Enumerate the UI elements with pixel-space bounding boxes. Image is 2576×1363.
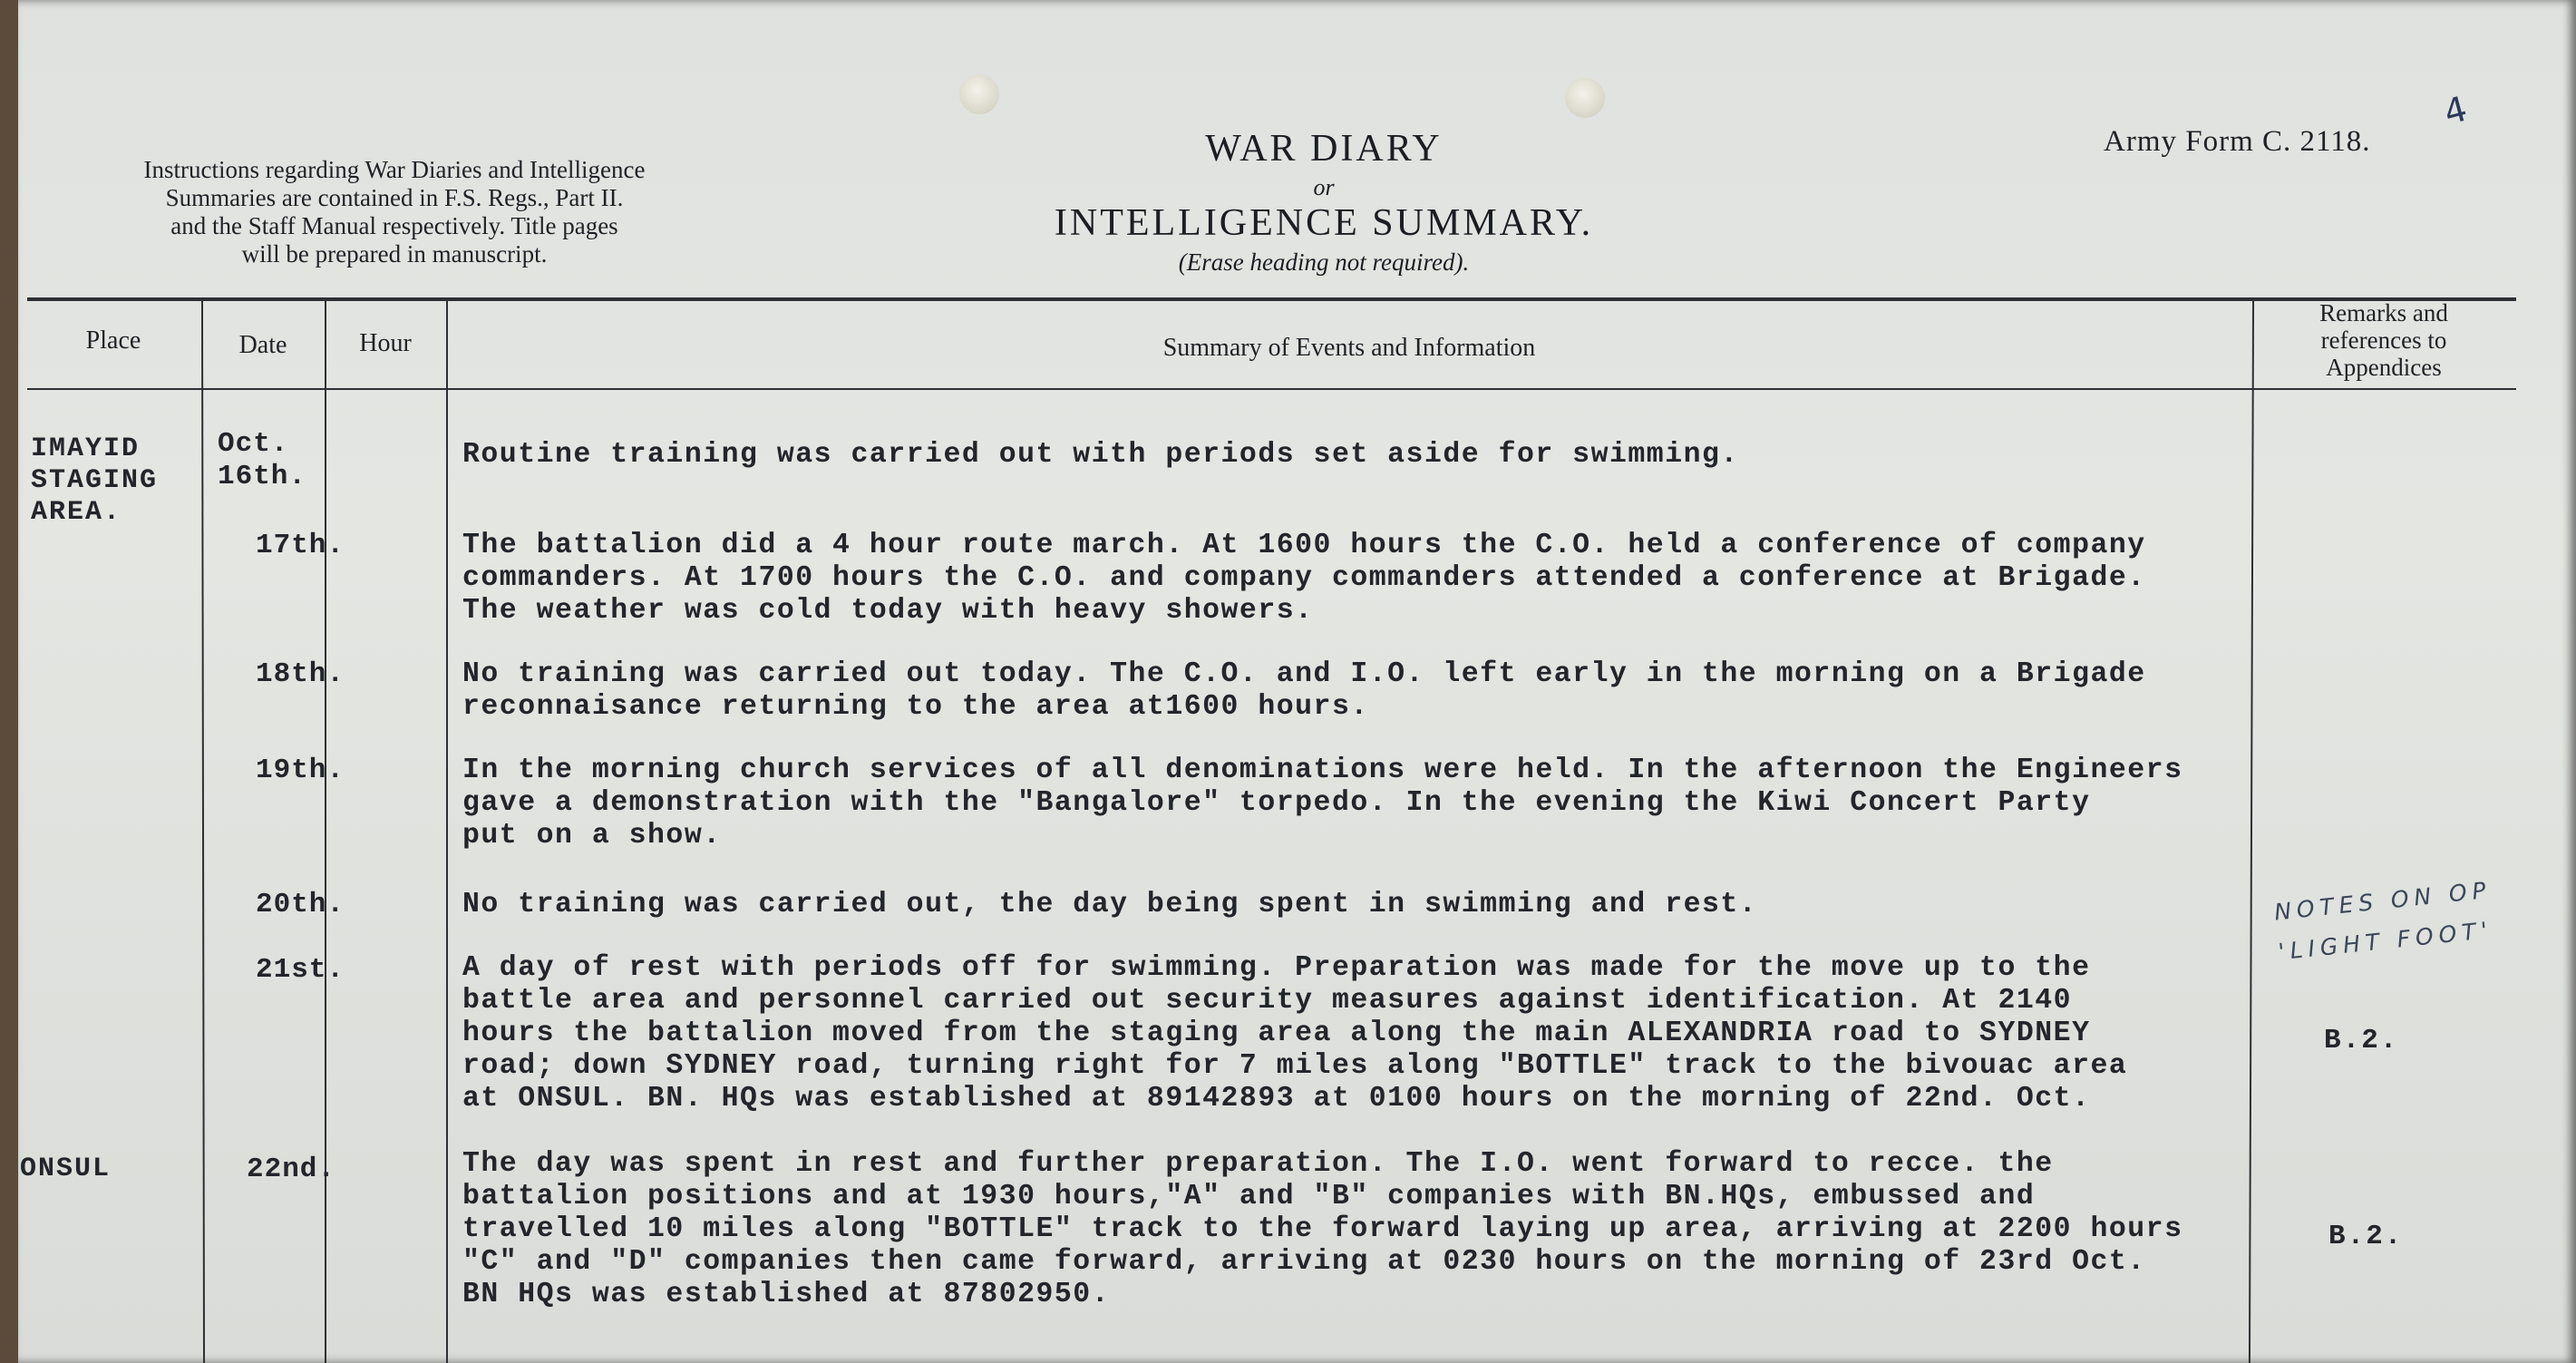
header-top-rule <box>27 297 2516 301</box>
column-header-remarks: Remarks and references to Appendices <box>2319 299 2448 381</box>
instructions-line: and the Staff Manual respectively. Title pages <box>170 212 618 239</box>
header-bottom-rule <box>27 388 2516 390</box>
diary-sheet <box>18 0 2576 1363</box>
entry-date: 20th. <box>255 889 345 920</box>
document-title <box>997 127 1650 277</box>
entry-text: A day of rest with periods off for swimming. Preparation was made for the move up to the battle area and personnel carried out security measures against identification. At 2140 hours the battalion moved from the staging area along the main ALEXANDRIA road to SYDNEY road; down SYDNEY road, turning right for 7 miles along "BOTTLE" track to the bivouac area at ONSUL. BN. HQs was established at 89142893 at 0100 hours on the morning of 22nd. Oct. <box>462 952 2128 1115</box>
punch-hole-left <box>959 74 999 114</box>
entry-date: 22nd. <box>246 1154 335 1185</box>
entry-text: No training was carried out today. The C.O. and I.O. left early in the morning on a Brigade reconnaisance returning to the area at1600 hours. <box>462 658 2146 723</box>
form-number: Army Form C. 2118. <box>2104 125 2371 158</box>
title-or: or <box>1313 174 1335 200</box>
entry-date: 17th. <box>255 530 345 561</box>
instructions-block <box>36 156 753 268</box>
column-header-summary: Summary of Events and Information <box>1162 334 1536 362</box>
punch-hole-right <box>1565 78 1605 118</box>
entry-date: 19th. <box>255 755 345 786</box>
place-staging-area: IMAYID STAGING AREA. <box>31 433 159 528</box>
column-header-hour: Hour <box>359 329 412 357</box>
entry-date: 18th. <box>255 658 345 690</box>
column-divider-place <box>201 299 205 1363</box>
instructions-line: will be prepared in manuscript. <box>241 240 548 268</box>
page-number-mark: 4 <box>2439 88 2472 133</box>
column-header-place: Place <box>85 326 141 355</box>
column-divider-hour <box>446 299 448 1363</box>
place-onsul: ONSUL <box>20 1154 112 1184</box>
instructions-line: Summaries are contained in F.S. Regs., Part II. <box>165 184 624 211</box>
title-war-diary: WAR DIARY <box>1205 128 1443 170</box>
entry-text: In the morning church services of all denominations were held. In the afternoon the Engineers gave a demonstration with the "Bangalore" torpedo. In the evening the Kiwi Concert Party put on a show. <box>462 755 2183 852</box>
entry-text: No training was carried out, the day being spent in swimming and rest. <box>462 889 1758 920</box>
entry-text: The day was spent in rest and further preparation. The I.O. went forward to recce. the battalion positions and at 1930 hours,"A" and "B" companies with BN.HQs, embussed and travelled 10 miles along "BOTTLE" track to the forward laying up area, arriving at 2200 hours "C" and "D" companies then came forward, arriving at 0230 hours on the morning of 23rd Oct. BN HQs was established at 87802950. <box>462 1148 2183 1310</box>
title-note: (Erase heading not required). <box>1178 248 1470 276</box>
entry-date: 21st. <box>255 954 345 986</box>
remark-appendix-ref: B.2. <box>2328 1221 2404 1252</box>
entry-text: The battalion did a 4 hour route march. At 1600 hours the C.O. held a conference of company commanders. At 1700 hours the C.O. and company commanders attended a conference at Brigade. The weather was cold today with heavy showers. <box>462 530 2146 627</box>
handwritten-note: NOTES ON OP 'LIGHT FOOT' <box>2272 876 2494 966</box>
entry-text: Routine training was carried out with periods set aside for swimming. <box>462 439 1739 471</box>
title-intelligence-summary: INTELLIGENCE SUMMARY. <box>1054 202 1594 244</box>
column-header-date: Date <box>238 331 287 359</box>
instructions-line: Instructions regarding War Diaries and Intelligence <box>143 156 646 183</box>
remark-appendix-ref: B.2. <box>2324 1025 2399 1056</box>
entry-date: Oct. 16th. <box>218 428 307 492</box>
